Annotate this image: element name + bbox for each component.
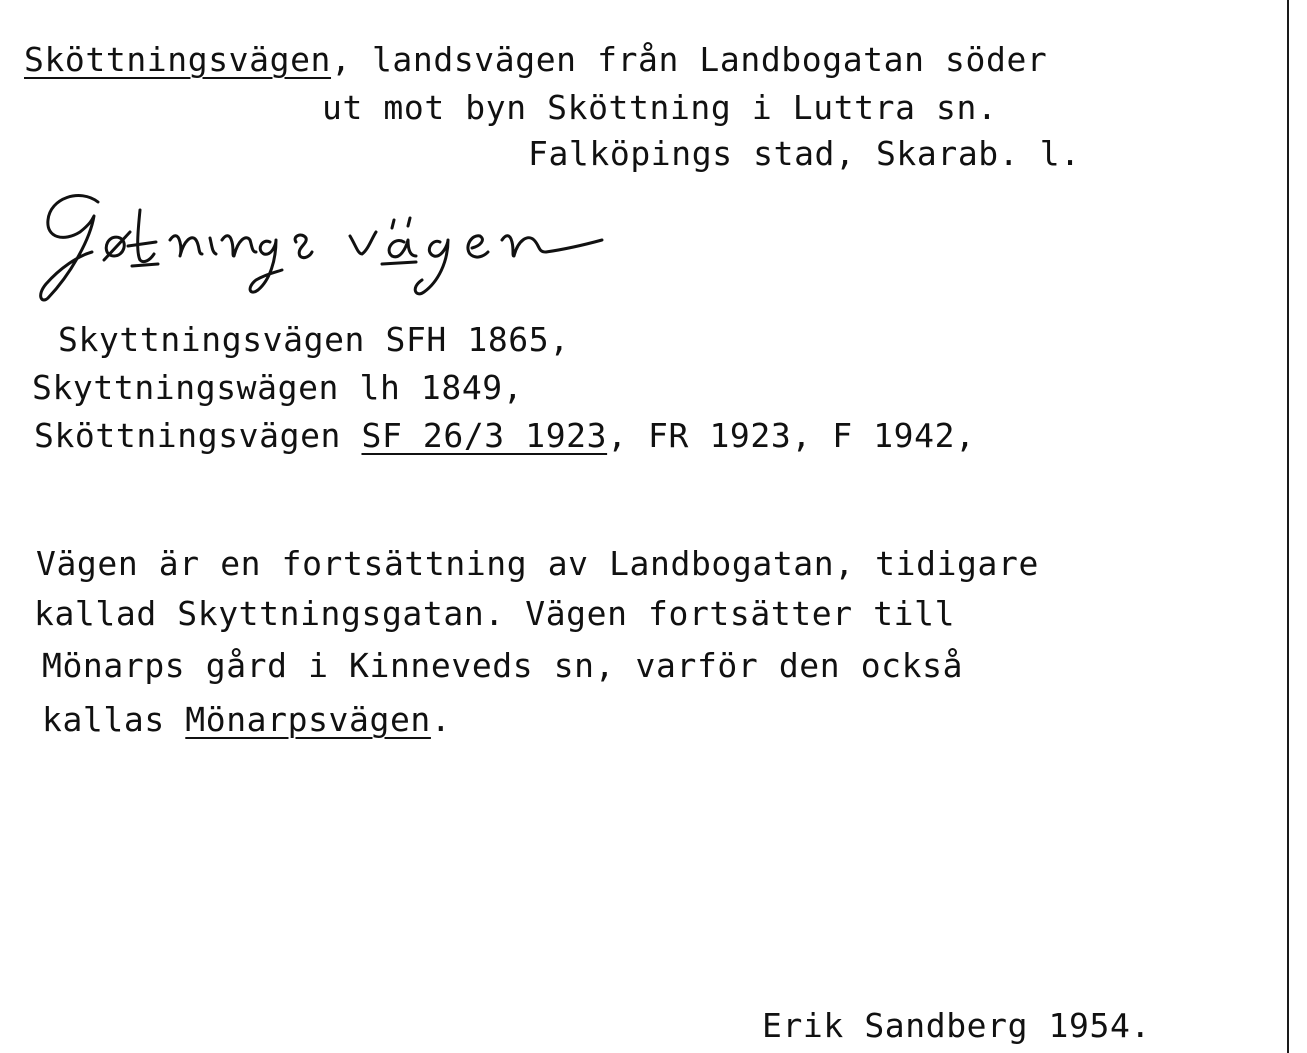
body-line-3: Mönarps gård i Kinneveds sn, varför den också xyxy=(42,646,964,685)
form-source: lh 1849, xyxy=(359,368,524,407)
form-name: Skyttningsvägen xyxy=(58,320,366,359)
body-line-2: kallad Skyttningsgatan. Vägen fortsätter till xyxy=(34,594,956,633)
form-line-1 xyxy=(58,320,570,360)
form-source-underlined: SF 26/3 1923 xyxy=(361,416,608,455)
header-line-1 xyxy=(24,40,1047,80)
form-line-3 xyxy=(34,416,976,456)
handwritten-text xyxy=(20,180,21,181)
header-line-2: ut mot byn Sköttning i Luttra sn. xyxy=(322,88,998,127)
card-edge xyxy=(1287,0,1289,1053)
author-signature: Erik Sandberg 1954. xyxy=(762,1006,1151,1045)
body-line-1: Vägen är en fortsättning av Landbogatan, tidigare xyxy=(36,544,1039,583)
form-name: Sköttningsvägen xyxy=(34,416,342,455)
alt-name-underlined: Mönarpsvägen xyxy=(185,700,431,739)
header-line-3: Falköpings stad, Skarab. l. xyxy=(528,134,1081,173)
body-line-4 xyxy=(42,700,451,740)
form-source: SFH 1865, xyxy=(385,320,570,359)
entry-title: Sköttningsvägen xyxy=(24,40,332,79)
form-source-rest: , FR 1923, F 1942, xyxy=(607,416,976,455)
form-name: Skyttningswägen xyxy=(32,368,340,407)
handwritten-signature-icon xyxy=(20,180,640,310)
form-line-2 xyxy=(32,368,523,408)
body-line-4-suffix: . xyxy=(430,700,452,739)
header-line-1-rest: , landsvägen från Landbogatan söder xyxy=(331,40,1048,79)
handwriting-drawing xyxy=(20,180,640,310)
body-line-4-prefix: kallas xyxy=(42,700,186,739)
